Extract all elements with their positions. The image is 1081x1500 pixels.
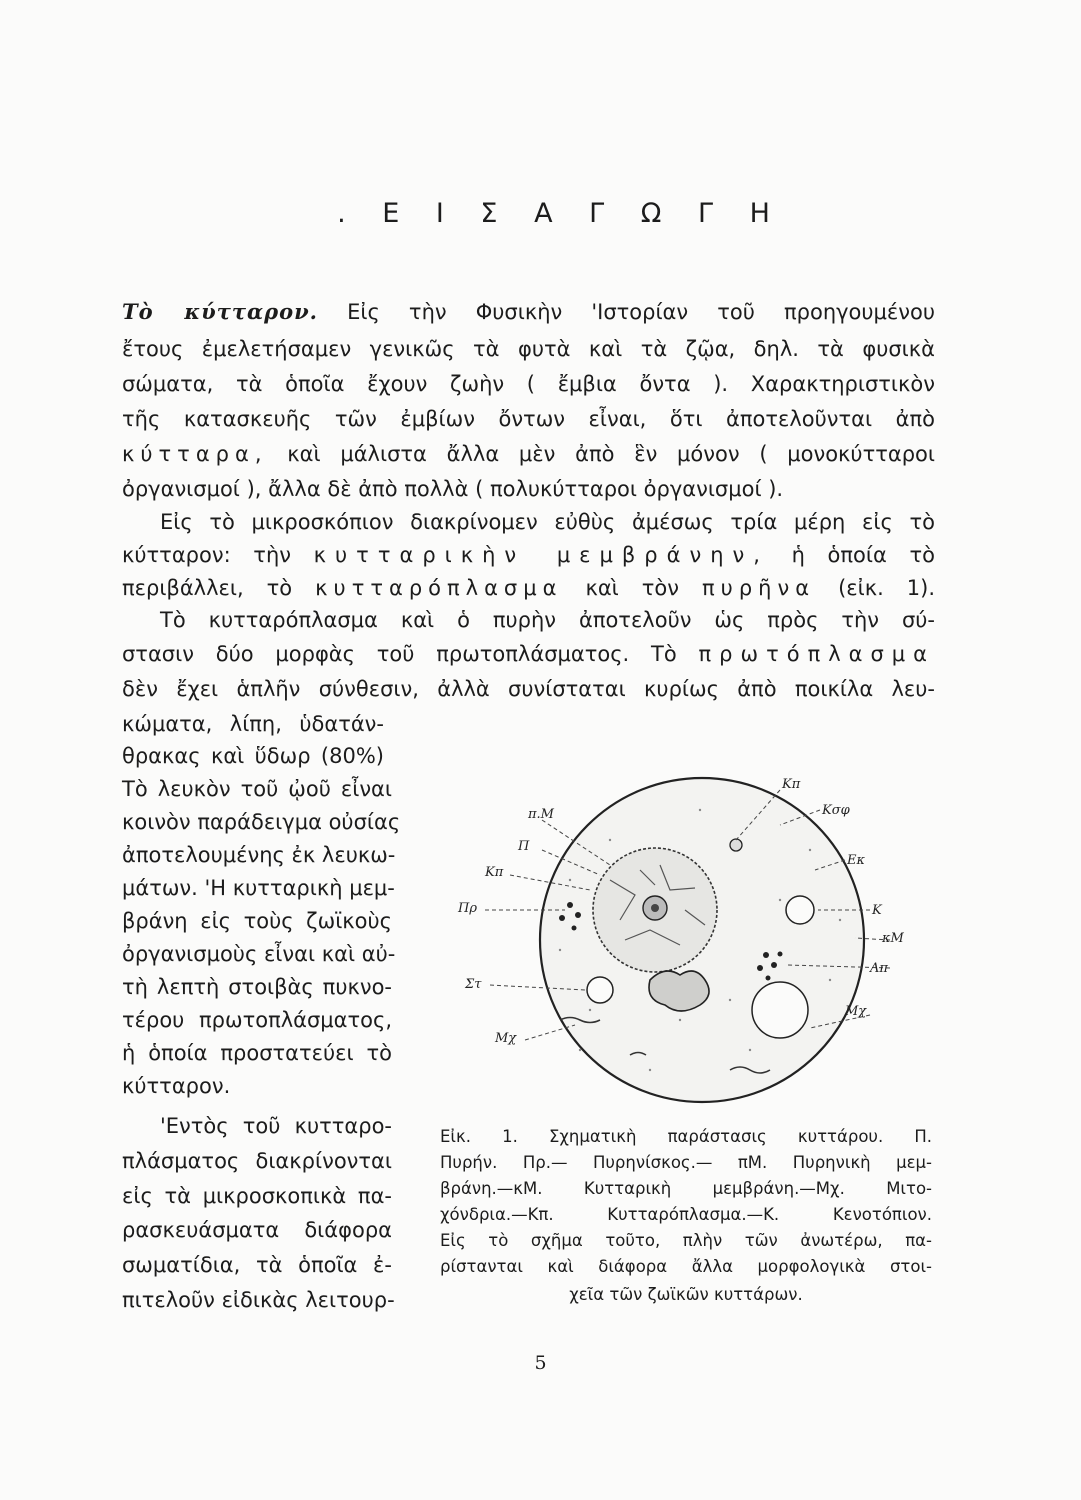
figure-label: Εκ (847, 853, 866, 868)
column-line: βράνη εἰς τοὺς ζωϊκοὺς (122, 909, 392, 933)
text-span: περιβάλλει, τὸ (122, 576, 293, 600)
text-span: καὶ τὸν (585, 576, 680, 600)
nucleolus-core (651, 904, 659, 912)
figure-label: Λπ (870, 961, 888, 976)
column-line: Τὸ λευκὸν τοῦ ᾠοῦ εἶναι (122, 777, 392, 801)
paragraph-1-line (122, 439, 935, 469)
column-line: κώματα, λίπη, ὑδατάν- (122, 712, 384, 736)
figure-label: π.Μ (528, 807, 554, 822)
paragraph-2-line: Εἰς τὸ μικροσκόπιον διακρίνομεν εὐθὺς ἀμέσως τρία μέρη εἰς τὸ (160, 510, 935, 534)
vacuole (587, 977, 613, 1003)
cell-diagram (450, 770, 920, 1120)
column-line: πλάσματος διακρίνονται (122, 1149, 392, 1173)
figure-caption-line: ρίστανται καὶ διάφορα ἄλλα μορφολογικὰ στοι- (440, 1257, 932, 1276)
column-line: κύτταρον. (122, 1074, 231, 1098)
column-line: θρακας καὶ ὕδωρ (80%) (122, 744, 384, 768)
column-line: ὀργανισμοὺς εἶναι καὶ αὐ- (122, 942, 396, 966)
column-line: πιτελοῦν εἰδικὰς λειτουρ- (122, 1288, 395, 1312)
spaced-term: κύτταρα, (122, 442, 268, 466)
spaced-term: κυτταρικὴν μεμβράνην, (313, 543, 769, 567)
figure-label: Κσφ (822, 803, 850, 818)
paragraph-1-line: τῆς κατασκευῆς τῶν ἐμβίων ὄντων εἶναι, ὅτι ἀποτελοῦνται ἀπὸ (122, 407, 935, 431)
figure-caption-line: χόνδρια.—Κπ. Κυτταρόπλασμα.—Κ. Κενοτόπιον. (440, 1205, 932, 1224)
paragraph-1-line (122, 297, 935, 327)
paragraph-3-line (122, 639, 935, 669)
column-line: ἀποτελουμένης ἐκ λευκω- (122, 843, 396, 867)
page-number: 5 (534, 1352, 547, 1374)
column-line: 'Εντὸς τοῦ κυτταρο- (160, 1114, 392, 1138)
text-span: Εἰς τὴν Φυσικὴν 'Ιστορίαν τοῦ προηγουμένου (347, 300, 935, 324)
paragraph-1-line: σώματα, τὰ ὁποῖα ἔχουν ζωὴν ( ἔμβια ὄντα ). Χαρακτηριστικὸν (122, 372, 935, 396)
figure-caption-line: βράνη.—κΜ. Κυτταρικὴ μεμβράνη.—Μχ. Μιτο- (440, 1179, 932, 1198)
figure-caption-line: Εἰκ. 1. Σχηματικὴ παράστασις κυττάρου. Π. (440, 1127, 932, 1146)
figure-label: Κ (872, 903, 882, 918)
figure-label: Π (518, 839, 530, 854)
column-line: κοινὸν παράδειγμα οὐσίας (122, 810, 401, 834)
figure-label: Μχ (495, 1031, 517, 1046)
section-title: Τὸ κύτταρον. (122, 299, 318, 324)
text-span: καὶ μάλιστα ἄλλα μὲν ἀπὸ ἓν μόνον ( μονοκύτταροι (287, 442, 935, 466)
text-span: ἡ ὁποία τὸ (791, 543, 935, 567)
figure-label: Στ (465, 977, 482, 992)
figure-label: Κπ (485, 865, 504, 880)
spaced-term: κυτταρόπλασμα (315, 576, 563, 600)
paragraph-1-line: ἔτους ἐμελετήσαμεν γενικῶς τὰ φυτὰ καὶ τὰ ζῷα, δηλ. τὰ φυσικὰ (122, 337, 935, 361)
text-span: στασιν δύο μορφὰς τοῦ πρωτοπλάσματος. Τὸ (122, 642, 677, 666)
spaced-term: πρωτόπλασμα (698, 642, 935, 666)
vacuole (786, 896, 814, 924)
figure-caption-line: Εἰς τὸ σχῆμα τοῦτο, πλὴν τῶν ἀνωτέρω, πα- (440, 1231, 932, 1250)
column-line: μάτων. 'Η κυτταρικὴ μεμ- (122, 876, 395, 900)
text-span: κύτταρον: τὴν (122, 543, 291, 567)
text-span: (εἰκ. 1). (838, 576, 935, 600)
paragraph-3-line: δὲν ἔχει ἁπλῆν σύνθεσιν, ἀλλὰ συνίσταται κυρίως ἀπὸ ποικίλα λευ- (122, 677, 935, 701)
cell-diagram-svg (450, 770, 920, 1120)
chapter-heading: . Ε Ι Σ Α Γ Ω Γ Η (337, 198, 784, 229)
column-line: εἰς τὰ μικροσκοπικὰ πα- (122, 1184, 392, 1208)
centrosome (730, 839, 742, 851)
vacuole (752, 982, 808, 1038)
column-line: ἡ ὁποία προστατεύει τὸ (122, 1041, 392, 1065)
figure-label: κΜ (882, 931, 904, 946)
column-line: τέρου πρωτοπλάσματος, (122, 1008, 392, 1032)
column-line: σωματίδια, τὰ ὁποῖα ἐ- (122, 1253, 392, 1277)
paragraph-2-line (122, 573, 935, 603)
figure-caption-line: χεῖα τῶν ζωϊκῶν κυττάρων. (569, 1285, 803, 1304)
figure-label: Κπ (782, 777, 801, 792)
paragraph-3-line: Τὸ κυτταρόπλασμα καὶ ὁ πυρὴν ἀποτελοῦν ὡς πρὸς τὴν σύ- (160, 608, 935, 632)
column-line: ρασκευάσματα διάφορα (122, 1218, 392, 1242)
column-line: τὴ λεπτὴ στοιβὰς πυκνο- (122, 975, 392, 999)
spaced-term: πυρῆνα (702, 576, 816, 600)
figure-label: Πρ (458, 901, 477, 916)
figure-caption-line: Πυρήν. Πρ.— Πυρηνίσκος.— πΜ. Πυρηνικὴ μεμ- (440, 1153, 932, 1172)
paragraph-2-line (122, 540, 935, 570)
paragraph-1-line: ὀργανισμοί ), ἄλλα δὲ ἀπὸ πολλὰ ( πολυκύτταροι ὀργανισμοί ). (122, 477, 784, 501)
figure-label: Μχ (845, 1004, 867, 1019)
